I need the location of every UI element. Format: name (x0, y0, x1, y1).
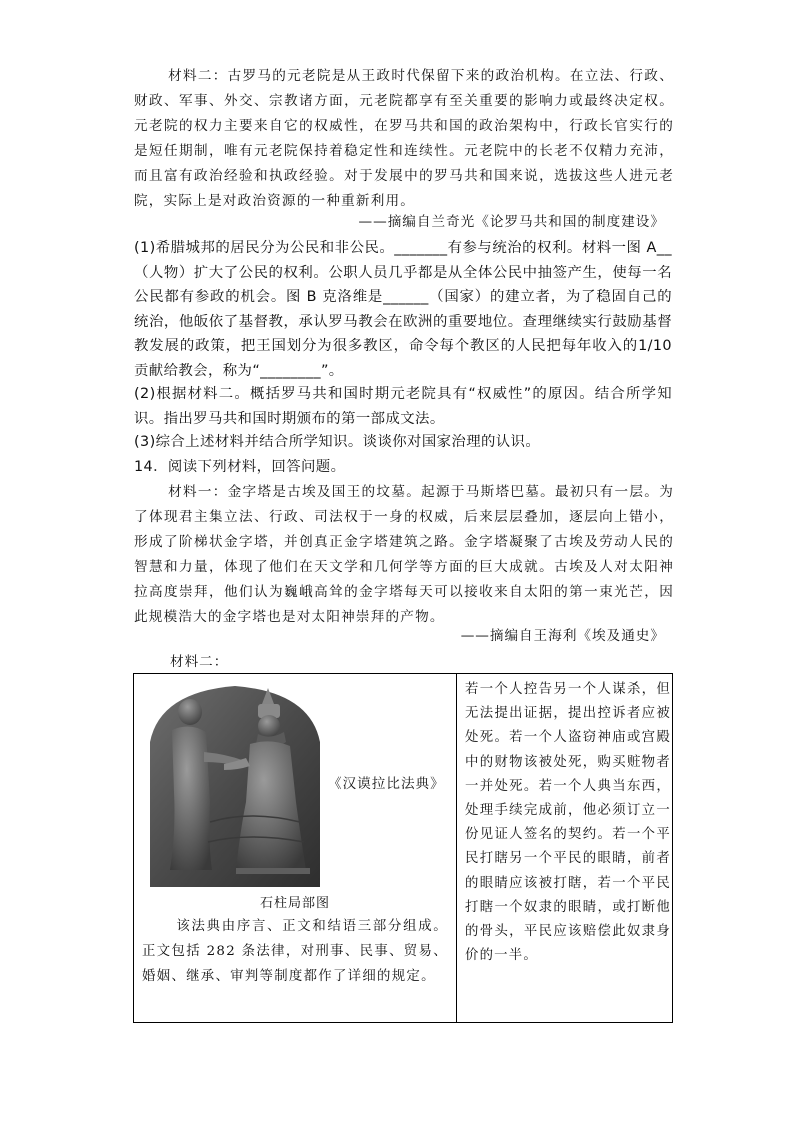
material1-pyramid-paragraph (134, 480, 674, 630)
code-description (142, 914, 448, 989)
code-description-text: 该法典由序言、正文和结语三部分组成。正文包括 282 条法律，对刑事、民事、贸易、婚姻、继承、审判等制度都作了详细的规定。 (142, 919, 448, 984)
question-2: (2)根据材料二。概括罗马共和国时期元老院具有“权威性”的原因。结合所学知识。指出罗马共和国时期颁布的第一部成文法。 (134, 386, 672, 427)
material1-pyramid-text: 材料一：金字塔是古埃及国王的坟墓。起源于马斯塔巴墓。最初只有一层。为了体现君主集立法、行政、司法权于一身的权威，后来层层叠加，逐层向上错小，形成了阶梯状金字塔，并创真正金字塔建筑之路。金字塔凝聚了古埃及劳动人民的智慧和力量，体现了他们在天文学和几何学等方面的巨大成就。古埃及人对太阳神拉高度崇拜，他们认为巍峨高耸的金字塔每天可以接收来自太阳的第一束光芒，因此规模浩大的金字塔也是对太阳神崇拜的产物。 (134, 484, 674, 625)
figure-right-cell (457, 674, 673, 1023)
hammurabi-figure-table (133, 673, 673, 1023)
material1-pyramid-source: ——摘编自王海利《埃及通史》 (460, 628, 665, 644)
stela-caption: 石柱局部图 (260, 896, 331, 911)
material2-rome-source: ——摘编自兰奇光《论罗马共和国的制度建设》 (358, 214, 665, 230)
stela-photo (150, 682, 320, 887)
code-book-title: 《汉谟拉比法典》 (328, 776, 445, 792)
question-14-heading: 14．阅读下列材料，回答问题。 (134, 459, 346, 475)
question-3: (3)综合上述材料并结合所学知识。谈谈你对国家治理的认识。 (134, 434, 541, 450)
material2-rome-text: 材料二：古罗马的元老院是从王政时代保留下来的政治机构。在立法、行政、财政、军事、外交、宗教诸方面，元老院都享有至关重要的影响力或最终决定权。元老院的权力主要来自它的权威性，在罗马共和国的政治架构中，行政长官实行的是短任期制，唯有元老院保持着稳定性和连续性。元老院中的长老不仅精力充沛，而且富有政治经验和执政经验。对于发展中的罗马共和国来说，选拔这些人进元老院，实际上是对政治资源的一种重新利用。 (134, 68, 674, 209)
figure-left-cell (134, 674, 457, 1023)
material2-rome-paragraph (134, 64, 674, 214)
question-1: (1)希腊城邦的居民分为公民和非公民。_______有参与统治的权利。材料一图 A__（人物）扩大了公民的权利。公职人员几乎都是从全体公民中抽签产生，使每一名公民都有参政的机会。图 B 克洛维是______（国家）的建立者，为了稳固自己的统治，他皈依了基督教，承认罗马教会在欧洲的重要地位。查理继续实行鼓励基督教发展的政策，把王国划分为很多教区，命令每个教区的人民把每年收入的1/10 贡献给教会，称为“________”。 (134, 240, 672, 379)
material2-label: 材料二： (170, 654, 229, 670)
code-clauses: 若一个人控告另一个人谋杀，但无法提出证据，提出控诉者应被处死。若一个人盗窃神庙或宫殿中的财物该被处死，购买赃物者一并处死。若一个人典当东西，处理手续完成前，他必须订立一份见证人签名的契约。若一个平民打瞎另一个平民的眼睛，前者的眼睛应该被打瞎，若一个平民打瞎一个奴隶的眼睛，或打断他的骨头，平民应该赔偿此奴隶身价的一半。 (465, 682, 671, 964)
